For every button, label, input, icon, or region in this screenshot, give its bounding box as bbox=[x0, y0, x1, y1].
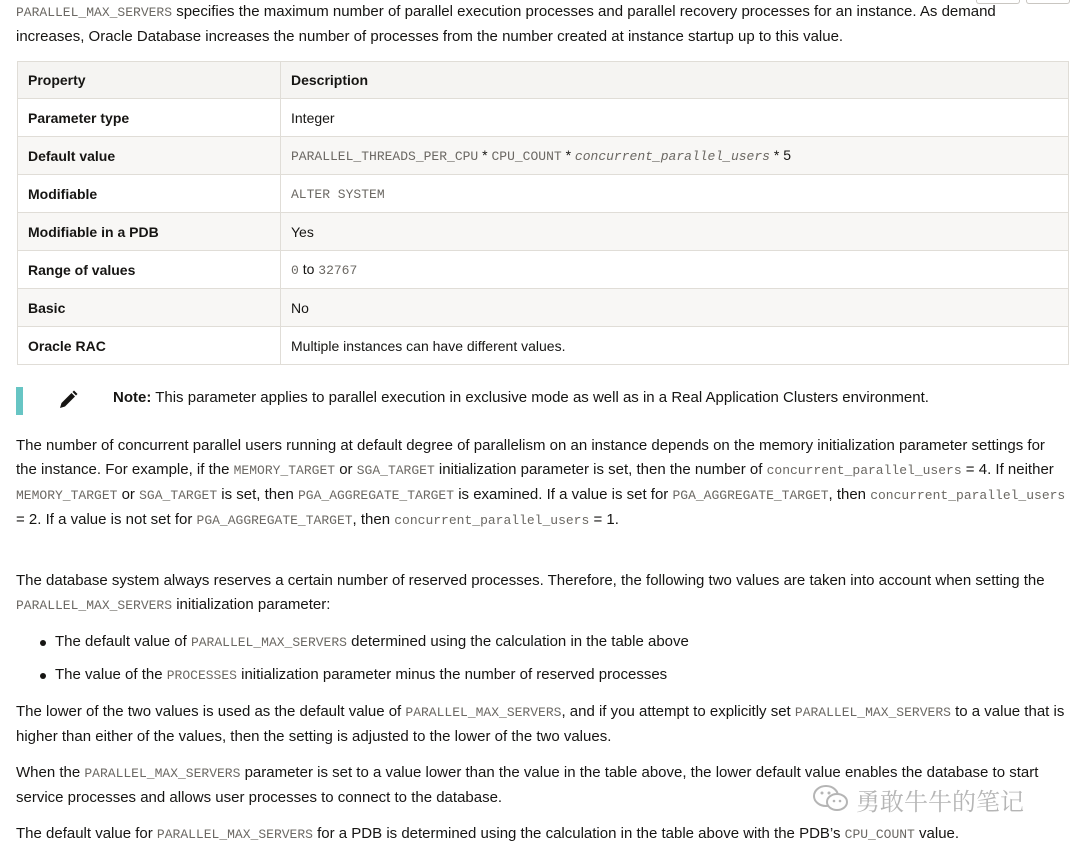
wechat-icon bbox=[812, 784, 850, 814]
code: PGA_AGGREGATE_TARGET bbox=[672, 488, 829, 503]
table-row bbox=[18, 175, 1069, 213]
row-value: Integer bbox=[281, 99, 1069, 137]
table-row bbox=[18, 137, 1069, 175]
t: = 1. bbox=[589, 511, 619, 528]
t: , and if you attempt to explicitly set bbox=[561, 703, 795, 720]
paragraph-pdb-default bbox=[16, 822, 1068, 847]
property-table bbox=[17, 61, 1069, 365]
t: The value of the bbox=[55, 666, 167, 683]
header-description: Description bbox=[281, 62, 1069, 99]
code: concurrent_parallel_users bbox=[394, 513, 590, 528]
header-property: Property bbox=[18, 62, 281, 99]
op: * bbox=[478, 147, 492, 163]
row-key: Range of values bbox=[18, 251, 281, 289]
t: The lower of the two values is used as the default value of bbox=[16, 703, 406, 720]
t: or bbox=[117, 486, 140, 503]
row-value: Multiple instances can have different values. bbox=[281, 327, 1069, 365]
table-header-row bbox=[18, 62, 1069, 99]
intro-text: specifies the maximum number of parallel execution processes and parallel recovery processes for an instance. As demand increases, Oracle Database increases the number of processes from the number created at instance startup up to this value. bbox=[16, 3, 996, 45]
note-text bbox=[113, 386, 929, 410]
row-value bbox=[281, 251, 1069, 289]
table-row bbox=[18, 289, 1069, 327]
note-box bbox=[16, 383, 1066, 416]
paragraph-reserved-processes bbox=[16, 569, 1068, 618]
t: The database system always reserves a certain number of reserved processes. Therefore, the following two values are taken into account when setting the bbox=[16, 572, 1045, 589]
code: PARALLEL_MAX_SERVERS bbox=[16, 598, 173, 613]
range-high: 32767 bbox=[318, 263, 358, 278]
code: PARALLEL_MAX_SERVERS bbox=[84, 766, 241, 781]
t: , then bbox=[828, 486, 871, 503]
t: initialization parameter: bbox=[172, 596, 331, 613]
t: for a PDB is determined using the calculation in the table above with the PDB’s bbox=[312, 825, 845, 842]
note-label: Note: bbox=[113, 389, 152, 406]
table-row bbox=[18, 99, 1069, 137]
bullet-list bbox=[16, 630, 1016, 696]
list-item bbox=[16, 630, 1016, 663]
watermark-text: 勇敢牛牛的笔记 bbox=[856, 787, 1024, 816]
code: concurrent_parallel_users bbox=[870, 488, 1066, 503]
list-item bbox=[16, 663, 1016, 696]
code: PARALLEL_MAX_SERVERS bbox=[190, 635, 347, 650]
t: = 2. If a value is not set for bbox=[16, 511, 197, 528]
t: or bbox=[335, 461, 357, 478]
code-alter-system: ALTER SYSTEM bbox=[291, 187, 385, 202]
code: SGA_TARGET bbox=[139, 488, 218, 503]
op: * 5 bbox=[769, 147, 791, 163]
row-key: Parameter type bbox=[18, 99, 281, 137]
code: PROCESSES bbox=[166, 668, 237, 683]
note-body: This parameter applies to parallel execution in exclusive mode as well as in a Real Application Clusters environment. bbox=[151, 389, 929, 406]
code: PGA_AGGREGATE_TARGET bbox=[196, 513, 353, 528]
note-accent-bar bbox=[16, 387, 23, 415]
intro-paragraph bbox=[16, 0, 1066, 49]
t: , then bbox=[352, 511, 395, 528]
code: PARALLEL_MAX_SERVERS bbox=[405, 705, 562, 720]
t: is examined. If a value is set for bbox=[454, 486, 673, 503]
pencil-icon bbox=[57, 389, 79, 411]
code: CPU_COUNT bbox=[844, 827, 915, 842]
t: parameter is set to a value lower than the value in the table above, the lower default value enables the database to start service processes and allows user processes to connect to the database. bbox=[16, 764, 1039, 806]
code: SGA_TARGET bbox=[356, 463, 435, 478]
code: concurrent_parallel_users bbox=[766, 463, 962, 478]
code: MEMORY_TARGET bbox=[16, 488, 118, 503]
intro-param: PARALLEL_MAX_SERVERS bbox=[16, 5, 173, 20]
t: is set, then bbox=[217, 486, 298, 503]
t: The default value of bbox=[55, 633, 191, 650]
code: MEMORY_TARGET bbox=[233, 463, 336, 478]
t: initialization parameter is set, then the number of bbox=[434, 461, 767, 478]
row-key: Oracle RAC bbox=[18, 327, 281, 365]
paragraph-concurrent-users bbox=[16, 434, 1068, 533]
t: to a value that is higher than either of the values, then the setting is adjusted to the lower of the two values. bbox=[16, 703, 1065, 745]
row-value: Yes bbox=[281, 213, 1069, 251]
t: When the bbox=[16, 764, 85, 781]
row-value bbox=[281, 137, 1069, 175]
table-row bbox=[18, 327, 1069, 365]
t: determined using the calculation in the table above bbox=[346, 633, 689, 650]
watermark bbox=[812, 782, 1024, 816]
table-row bbox=[18, 251, 1069, 289]
t: The number of concurrent parallel users running at default degree of parallelism on an instance depends on the memory initialization parameter settings for the instance. For example, if the bbox=[16, 437, 1045, 478]
t: = 4. If neither bbox=[961, 461, 1054, 478]
row-key: Modifiable bbox=[18, 175, 281, 213]
table-row bbox=[18, 213, 1069, 251]
t: The default value for bbox=[16, 825, 157, 842]
row-value: No bbox=[281, 289, 1069, 327]
range-to: to bbox=[298, 261, 319, 277]
row-key: Modifiable in a PDB bbox=[18, 213, 281, 251]
op: * bbox=[561, 147, 575, 163]
code: PARALLEL_MAX_SERVERS bbox=[794, 705, 951, 720]
code: PGA_AGGREGATE_TARGET bbox=[298, 488, 455, 503]
code-cpu-count: CPU_COUNT bbox=[491, 149, 562, 164]
t: initialization parameter minus the number of reserved processes bbox=[236, 666, 668, 683]
code-threads-per-cpu: PARALLEL_THREADS_PER_CPU bbox=[291, 149, 479, 164]
row-key: Default value bbox=[18, 137, 281, 175]
t: value. bbox=[914, 825, 960, 842]
paragraph-lower-value bbox=[16, 700, 1068, 749]
row-key: Basic bbox=[18, 289, 281, 327]
range-low: 0 bbox=[291, 263, 299, 278]
code-concurrent-users: concurrent_parallel_users bbox=[574, 149, 770, 164]
row-value bbox=[281, 175, 1069, 213]
code: PARALLEL_MAX_SERVERS bbox=[156, 827, 313, 842]
